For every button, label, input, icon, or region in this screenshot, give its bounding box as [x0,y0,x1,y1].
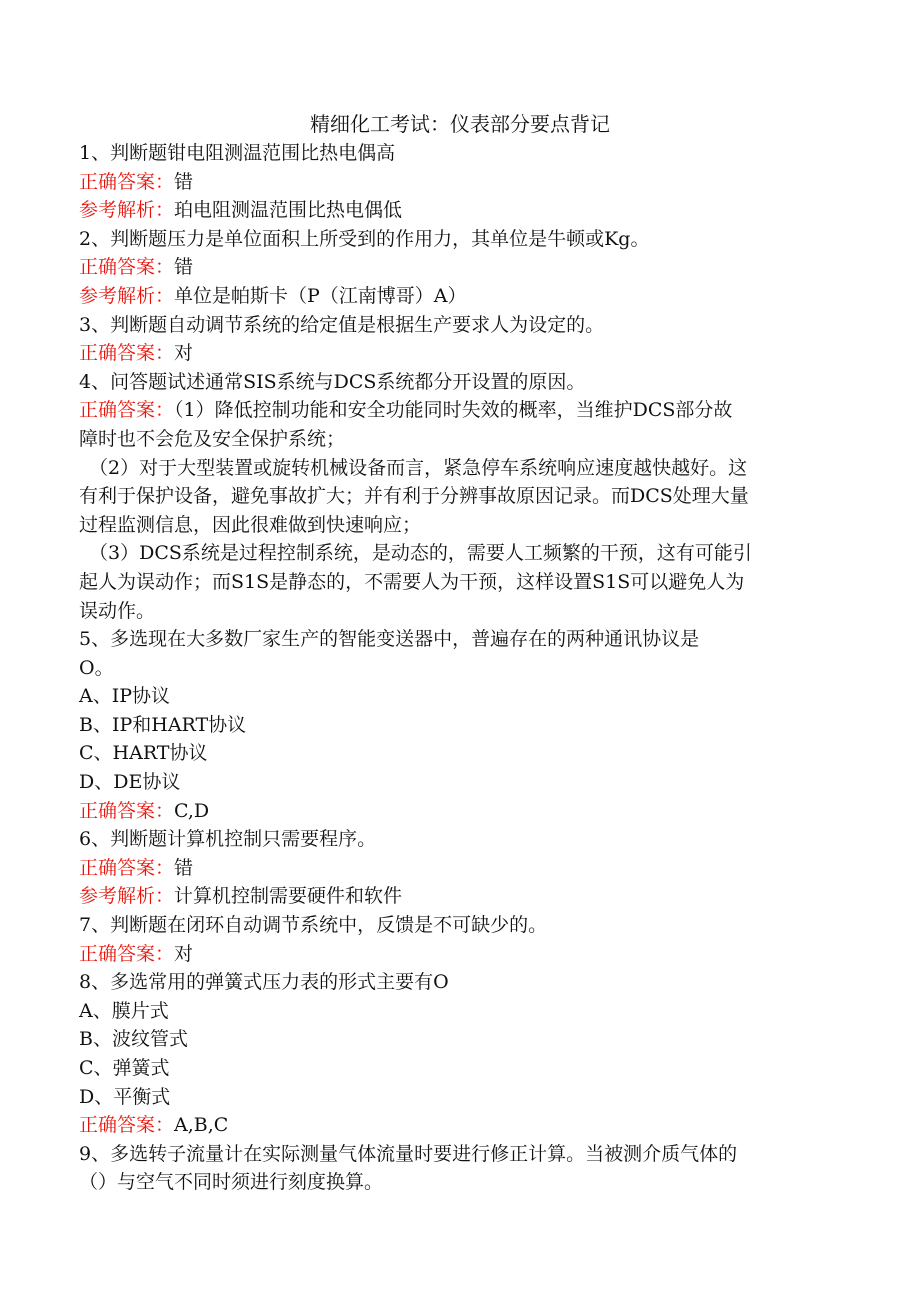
question-stem: 1、判断题钳电阻测温范围比热电偶高 [79,142,396,164]
answer-label: 正确答案： [79,170,175,193]
answer-row [79,253,837,282]
analysis-text: 单位是帕斯卡（P（江南博哥）A） [174,284,467,307]
question-stem: 5、多选现在大多数厂家生产的智能变送器中，普遍存在的两种通讯协议是 [79,628,700,651]
answer-row [79,396,837,425]
answer-text: 有利于保护设备，避免事故扩大；并有利于分辨事故原因记录。而DCS处理大量 [79,485,749,508]
answer-value: A,B,C [174,1114,229,1137]
question-list [79,139,837,1197]
answer-text: （3）DCS系统是过程控制系统，是动态的，需要人工频繁的干预，这有可能引 [89,542,752,565]
question-stem: 9、多选转子流量计在实际测量气体流量时要进行修正计算。当被测介质气体的 [79,1142,738,1165]
answer-value: 错 [174,256,194,279]
answer-text: （2）对于大型装置或旋转机械设备而言，紧急停车系统响应速度越快越好。这 [89,456,748,479]
question-stem: 7、判断题在闭环自动调节系统中，反馈是不可缺少的。 [79,914,548,937]
answer-label: 正确答案： [79,799,175,822]
answer-label: 正确答案： [79,942,175,965]
option-item: A、IP协议 [79,685,171,708]
question-stem: 6、判断题计算机控制只需要程序。 [79,828,377,851]
analysis-text: 计算机控制需要硬件和软件 [174,885,403,908]
option-item: D、DE协议 [79,771,181,794]
answer-label: 正确答案： [79,856,175,879]
answer-value: 错 [174,170,194,193]
answer-row [79,339,837,368]
answer-value: 错 [174,856,194,879]
option-item: C、HART协议 [79,742,208,765]
question-stem: 4、问答题试述通常SIS系统与DCS系统都分开设置的原因。 [79,370,586,393]
answer-row [79,168,837,197]
answer-label: 正确答案： [79,256,175,279]
answer-text: 起人为误动作；而S1S是静态的，不需要人为干预，这样设置S1S可以避免人为 [79,570,745,593]
answer-value: 对 [174,942,194,965]
analysis-text: 珀电阻测温范围比热电偶低 [174,199,403,222]
answer-text: （1）降低控制功能和安全功能同时失效的概率，当维护DCS部分故 [174,399,733,422]
question-stem: 2、判断题压力是单位面积上所受到的作用力，其单位是牛顿或Kg。 [79,227,650,250]
question-stem: （）与空气不同时须进行刻度换算。 [79,1171,384,1194]
analysis-label: 参考解析： [79,885,175,908]
answer-label: 正确答案： [79,399,175,422]
answer-value: C,D [174,799,210,822]
answer-value: 对 [174,342,194,365]
analysis-label: 参考解析： [79,284,175,307]
option-item: C、弹簧式 [79,1057,170,1079]
analysis-row [79,196,837,225]
answer-label: 正确答案： [79,1114,175,1137]
option-item: B、波纹管式 [79,1028,188,1051]
answer-text: 误动作。 [79,599,156,622]
answer-text: 过程监测信息，因此很难做到快速响应； [79,513,422,536]
question-stem: 8、多选常用的弹簧式压力表的形式主要有O [79,971,449,994]
option-item: A、膜片式 [79,999,169,1022]
answer-row [79,940,837,969]
answer-row [79,797,837,826]
analysis-row [79,882,837,911]
answer-row [79,854,837,883]
option-item: B、IP和HART协议 [79,713,247,736]
document-title: 精细化工考试：仪表部分要点背记 [310,112,610,136]
answer-row [79,1111,837,1140]
option-item: D、平衡式 [79,1085,171,1108]
analysis-row [79,282,837,311]
question-stem: O。 [79,656,114,679]
analysis-label: 参考解析： [79,199,175,222]
answer-label: 正确答案： [79,342,175,365]
answer-text: 障时也不会危及安全保护系统； [79,427,346,450]
question-stem: 3、判断题自动调节系统的给定值是根据生产要求人为设定的。 [79,313,605,336]
